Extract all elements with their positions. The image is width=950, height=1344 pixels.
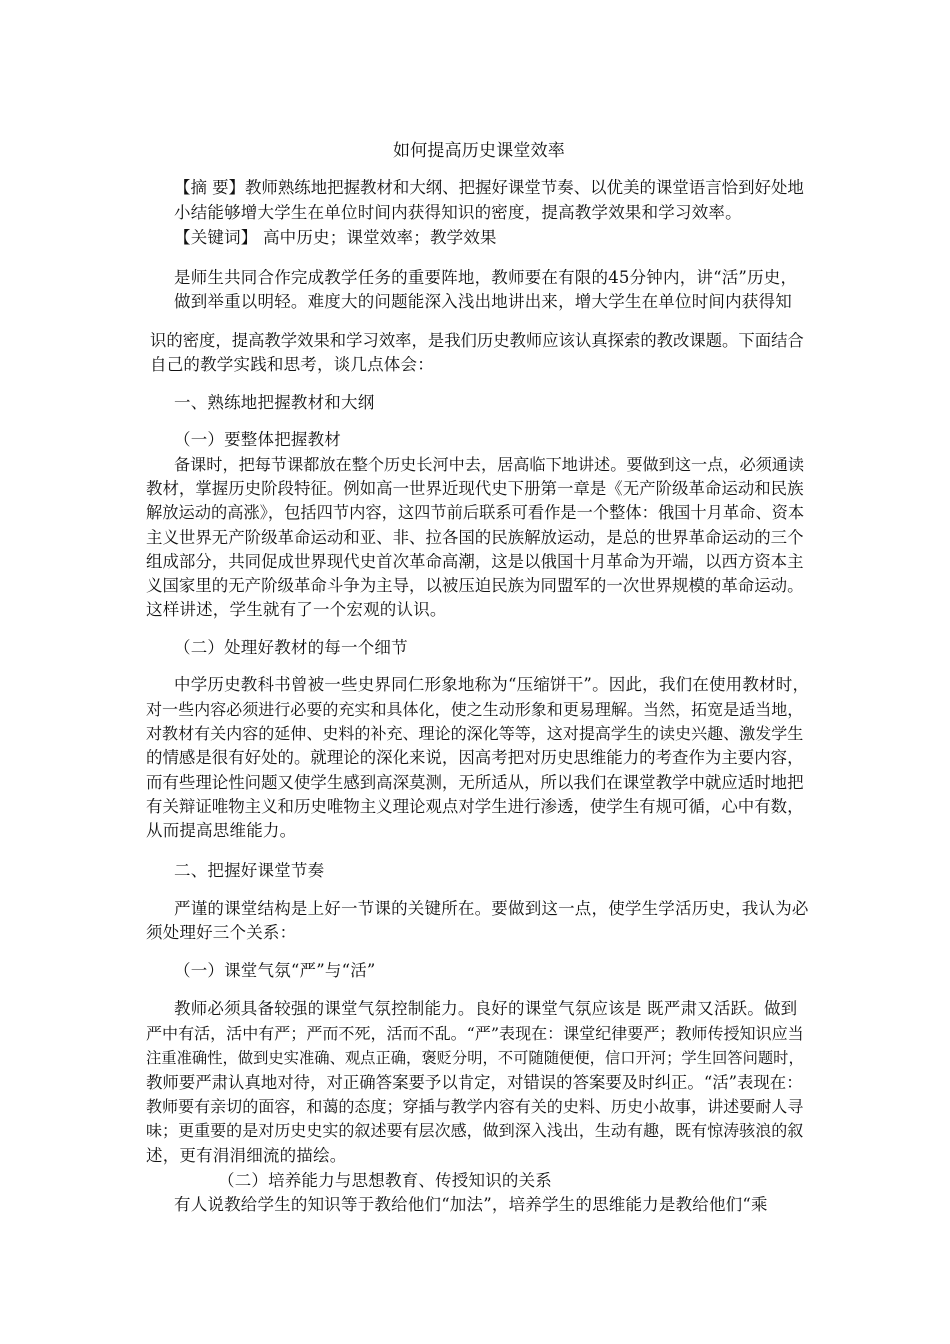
paragraph-line: 严中有活，活中有严；严而不死，活而不乱。“严”表现在：课堂纪律要严；教师传授知识应当 — [146, 1024, 804, 1043]
subsection-heading: （一）要整体把握教材 — [174, 430, 341, 449]
paragraph-line: 从而提高思维能力。 — [146, 821, 297, 840]
document-title: 如何提高历史课堂效率 — [393, 141, 565, 161]
paragraph-line: 对教材有关内容的延伸、史料的补充、理论的深化等等，这对提高学生的读史兴趣、激发学生 — [146, 724, 804, 743]
keywords-text: 高中历史；课堂效率；教学效果 — [257, 228, 497, 247]
section-heading: 一、熟练地把握教材和大纲 — [174, 393, 375, 412]
paragraph-line: 须处理好三个关系： — [146, 923, 297, 942]
paragraph-line: 中学历史教科书曾被一些史界同仁形象地称为“压缩饼干”。因此，我们在使用教材时， — [174, 675, 810, 694]
abstract-line — [174, 176, 804, 200]
paragraph-line: 教师要严肃认真地对待，对正确答案要予以肯定，对错误的答案要及时纠正。“活”表现在： — [146, 1073, 803, 1092]
keywords-label: 【关键词】 — [174, 228, 258, 247]
abstract-label: 【摘 要】 — [174, 178, 245, 197]
paragraph-line: 述，更有涓涓细流的描绘。 — [146, 1146, 347, 1165]
paragraph-line: 备课时，把每节课都放在整个历史长河中去，居高临下地讲述。要做到这一点，必须通读 — [174, 455, 805, 474]
intro-line: 识的密度，提高教学效果和学习效率，是我们历史教师应该认真探索的教改课题。下面结合 — [150, 331, 804, 350]
intro-line: 做到举重以明轻。难度大的问题能深入浅出地讲出来，增大学生在单位时间内获得知 — [174, 292, 792, 311]
intro-line: 是师生共同合作完成教学任务的重要阵地，教师要在有限的45分钟内，讲“活”历史， — [174, 268, 798, 287]
intro-line: 自己的教学实践和思考，谈几点体会： — [150, 355, 434, 374]
paragraph-line: 对一些内容必须进行必要的充实和具体化，使之生动形象和更易理解。当然，拓宽是适当地， — [146, 700, 804, 719]
paragraph-line: 注重准确性，做到史实准确、观点正确，褒贬分明，不可随随便便，信口开河；学生回答问题时， — [146, 1049, 804, 1067]
subsection-heading: （二）处理好教材的每一个细节 — [174, 638, 408, 657]
paragraph-line: 义国家里的无产阶级革命斗争为主导，以被压迫民族为同盟军的一次世界规模的革命运动。 — [146, 576, 804, 595]
paragraph-line: 组成部分，共同促成世界现代史首次革命高潮，这是以俄国十月革命为开端，以西方资本主 — [146, 552, 804, 571]
paragraph-line: 而有些理论性问题又使学生感到高深莫测，无所适从，所以我们在课堂教学中就应适时地把 — [146, 773, 804, 792]
subsection-heading: （二）培养能力与思想教育、传授知识的关系 — [218, 1171, 552, 1190]
abstract-line: 小结能够增大学生在单位时间内获得知识的密度，提高教学效果和学习效率。 — [174, 203, 742, 222]
paragraph-line: 有关辩证唯物主义和历史唯物主义理论观点对学生进行渗透，使学生有规可循，心中有数， — [146, 797, 804, 816]
paragraph-line: 教师必须具备较强的课堂气氛控制能力。良好的课堂气氛应该是 既严肃又活跃。做到 — [174, 999, 798, 1018]
paragraph-line: 主义世界无产阶级革命运动和亚、非、拉各国的民族解放运动，是总的世界革命运动的三个 — [146, 528, 804, 547]
keywords-line — [174, 226, 497, 250]
paragraph-line: 教师要有亲切的面容，和蔼的态度；穿插与教学内容有关的史料、历史小故事，讲述要耐人寻 — [146, 1097, 804, 1116]
paragraph-line: 的情感是很有好处的。就理论的深化来说，因高考把对历史思维能力的考查作为主要内容， — [146, 748, 804, 767]
paragraph-line: 味；更重要的是对历史史实的叙述要有层次感，做到深入浅出，生动有趣，既有惊涛骇浪的叙 — [146, 1121, 804, 1140]
paragraph-line: 有人说教给学生的知识等于教给他们“加法”，培养学生的思维能力是教给他们“乘 — [174, 1195, 768, 1214]
paragraph-line: 严谨的课堂结构是上好一节课的关键所在。要做到这一点，使学生学活历史，我认为必 — [174, 899, 809, 918]
paragraph-line: 这样讲述，学生就有了一个宏观的认识。 — [146, 600, 447, 619]
subsection-heading: （一）课堂气氛“严”与“活” — [174, 961, 376, 980]
section-heading: 二、把握好课堂节奏 — [174, 861, 325, 880]
paragraph-line: 解放运动的高涨》，包括四节内容，这四节前后联系可看作是一个整体：俄国十月革命、资本 — [146, 503, 805, 522]
paragraph-line: 教材，掌握历史阶段特征。例如高一世界近现代史下册第一章是《无产阶级革命运动和民族 — [146, 479, 804, 498]
abstract-text: 教师熟练地把握教材和大纲、把握好课堂节奏、以优美的课堂语言恰到好处地 — [244, 178, 804, 197]
